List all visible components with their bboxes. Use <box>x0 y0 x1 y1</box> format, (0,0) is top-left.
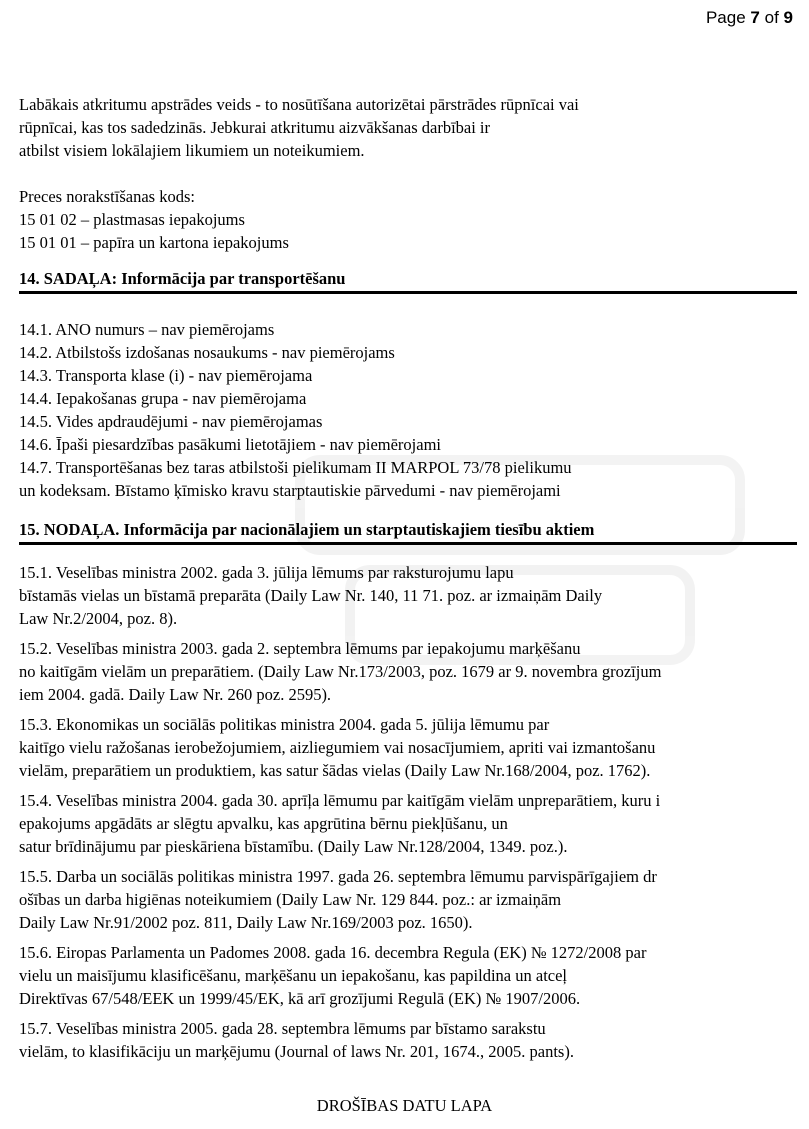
regulation-item <box>19 865 797 934</box>
page-total: 9 <box>783 8 793 27</box>
text-line: 15 01 01 – papīra un kartona iepakojums <box>19 233 289 252</box>
text-line: Labākais atkritumu apstrādes veids - to nosūtīšana autorizētai pārstrādes rūpnīcai vai <box>19 95 579 114</box>
section-14-heading: 14. SADAĻA: Informācija par transportēšanu <box>19 267 797 294</box>
text-line: 15.7. Veselības ministra 2005. gada 28. septembra lēmums par bīstamo sarakstu <box>19 1019 546 1038</box>
text-line: 15.6. Eiropas Parlamenta un Padomes 2008. gada 16. decembra Regula (EK) № 1272/2008 par <box>19 943 647 962</box>
text-line: Law Nr.2/2004, poz. 8). <box>19 609 178 628</box>
section-15-heading: 15. NODAĻA. Informācija par nacionālajiem un starptautiskajiem tiesību aktiem <box>19 518 797 545</box>
page-number <box>706 8 793 28</box>
text-line: no kaitīgām vielām un preparātiem. (Daily Law Nr.173/2003, poz. 1679 ar 9. novembra grozījum <box>19 662 662 681</box>
text-line: satur brīdinājumu par pieskāriena bīstamību. (Daily Law Nr.128/2004, 1349. poz.). <box>19 837 568 856</box>
text-line: 15.2. Veselības ministra 2003. gada 2. septembra lēmums par iepakojumu marķēšanu <box>19 639 581 658</box>
page-of-label: of <box>764 8 779 27</box>
text-line: Daily Law Nr.91/2002 poz. 811, Daily Law Nr.169/2003 poz. 1650). <box>19 913 473 932</box>
list-item: 14.7. Transportēšanas bez taras atbilstoši pielikumam II MARPOL 73/78 pielikumu <box>19 458 572 477</box>
text-line: kaitīgo vielu ražošanas ierobežojumiem, aizliegumiem vai nosacījumiem, apriti vai izmantošanu <box>19 738 656 757</box>
regulation-item <box>19 1017 797 1063</box>
regulation-item <box>19 561 797 630</box>
list-item: 14.4. Iepakošanas grupa - nav piemērojama <box>19 389 307 408</box>
waste-codes-paragraph <box>19 185 797 254</box>
footer-title: DROŠĪBAS DATU LAPA <box>316 1096 493 1115</box>
text-line: 15.4. Veselības ministra 2004. gada 30. aprīļa lēmumu par kaitīgām vielām unpreparātiem, kuru i <box>19 791 661 810</box>
section-14-list <box>19 318 797 502</box>
disposal-paragraph <box>19 93 797 162</box>
list-item: un kodeksam. Bīstamo ķīmisko kravu starptautiskie pārvedumi - nav piemērojami <box>19 481 561 500</box>
page-label: Page <box>705 8 746 27</box>
text-line: rūpnīcai, kas tos sadedzinās. Jebkurai atkritumu aizvākšanas darbībai ir <box>19 118 491 137</box>
text-line: vielām, preparātiem un produktiem, kas satur šādas vielas (Daily Law Nr.168/2004, poz. 1762). <box>19 761 651 780</box>
text-line: vielām, to klasifikāciju un marķējumu (Journal of laws Nr. 201, 1674., 2005. pants). <box>19 1042 574 1061</box>
text-line: ošības un darba higiēnas noteikumiem (Daily Law Nr. 129 844. poz.: ar izmaiņām <box>19 890 562 909</box>
text-line: 15 01 02 – plastmasas iepakojums <box>19 210 245 229</box>
section-15-list <box>19 561 797 1063</box>
list-item: 14.5. Vides apdraudējumi - nav piemērojamas <box>19 412 323 431</box>
regulation-item <box>19 941 797 1010</box>
text-line: 15.5. Darba un sociālās politikas ministra 1997. gada 26. septembra lēmumu parvispārīgajiem dr <box>19 867 657 886</box>
text-line: Preces norakstīšanas kods: <box>19 187 195 206</box>
text-line: atbilst visiem lokālajiem likumiem un noteikumiem. <box>19 141 365 160</box>
list-item: 14.6. Īpaši piesardzības pasākumi lietotājiem - nav piemērojami <box>19 435 441 454</box>
page-current: 7 <box>750 8 760 27</box>
regulation-item <box>19 713 797 782</box>
document-body <box>19 93 797 1070</box>
text-line: Direktīvas 67/548/EEK un 1999/45/EK, kā arī grozījumi Regulā (EK) № 1907/2006. <box>19 989 581 1008</box>
text-line: iem 2004. gadā. Daily Law Nr. 260 poz. 2595). <box>19 685 332 704</box>
text-line: bīstamās vielas un bīstamā preparāta (Daily Law Nr. 140, 11 71. poz. ar izmaiņām Daily <box>19 586 603 605</box>
regulation-item <box>19 789 797 858</box>
text-line: epakojums apgādāts ar slēgtu apvalku, kas apgrūtina bērnu piekļūšanu, un <box>19 814 508 833</box>
text-line: 15.1. Veselības ministra 2002. gada 3. jūlija lēmums par raksturojumu lapu <box>19 563 514 582</box>
text-line: vielu un maisījumu klasificēšanu, marķēšanu un iepakošanu, kas papildina un atceļ <box>19 966 568 985</box>
list-item: 14.2. Atbilstošs izdošanas nosaukums - nav piemērojams <box>19 343 395 362</box>
regulation-item <box>19 637 797 706</box>
text-line: 15.3. Ekonomikas un sociālās politikas ministra 2004. gada 5. jūlija lēmumu par <box>19 715 550 734</box>
list-item: 14.3. Transporta klase (i) - nav piemērojama <box>19 366 313 385</box>
list-item: 14.1. ANO numurs – nav piemērojams <box>19 320 275 339</box>
